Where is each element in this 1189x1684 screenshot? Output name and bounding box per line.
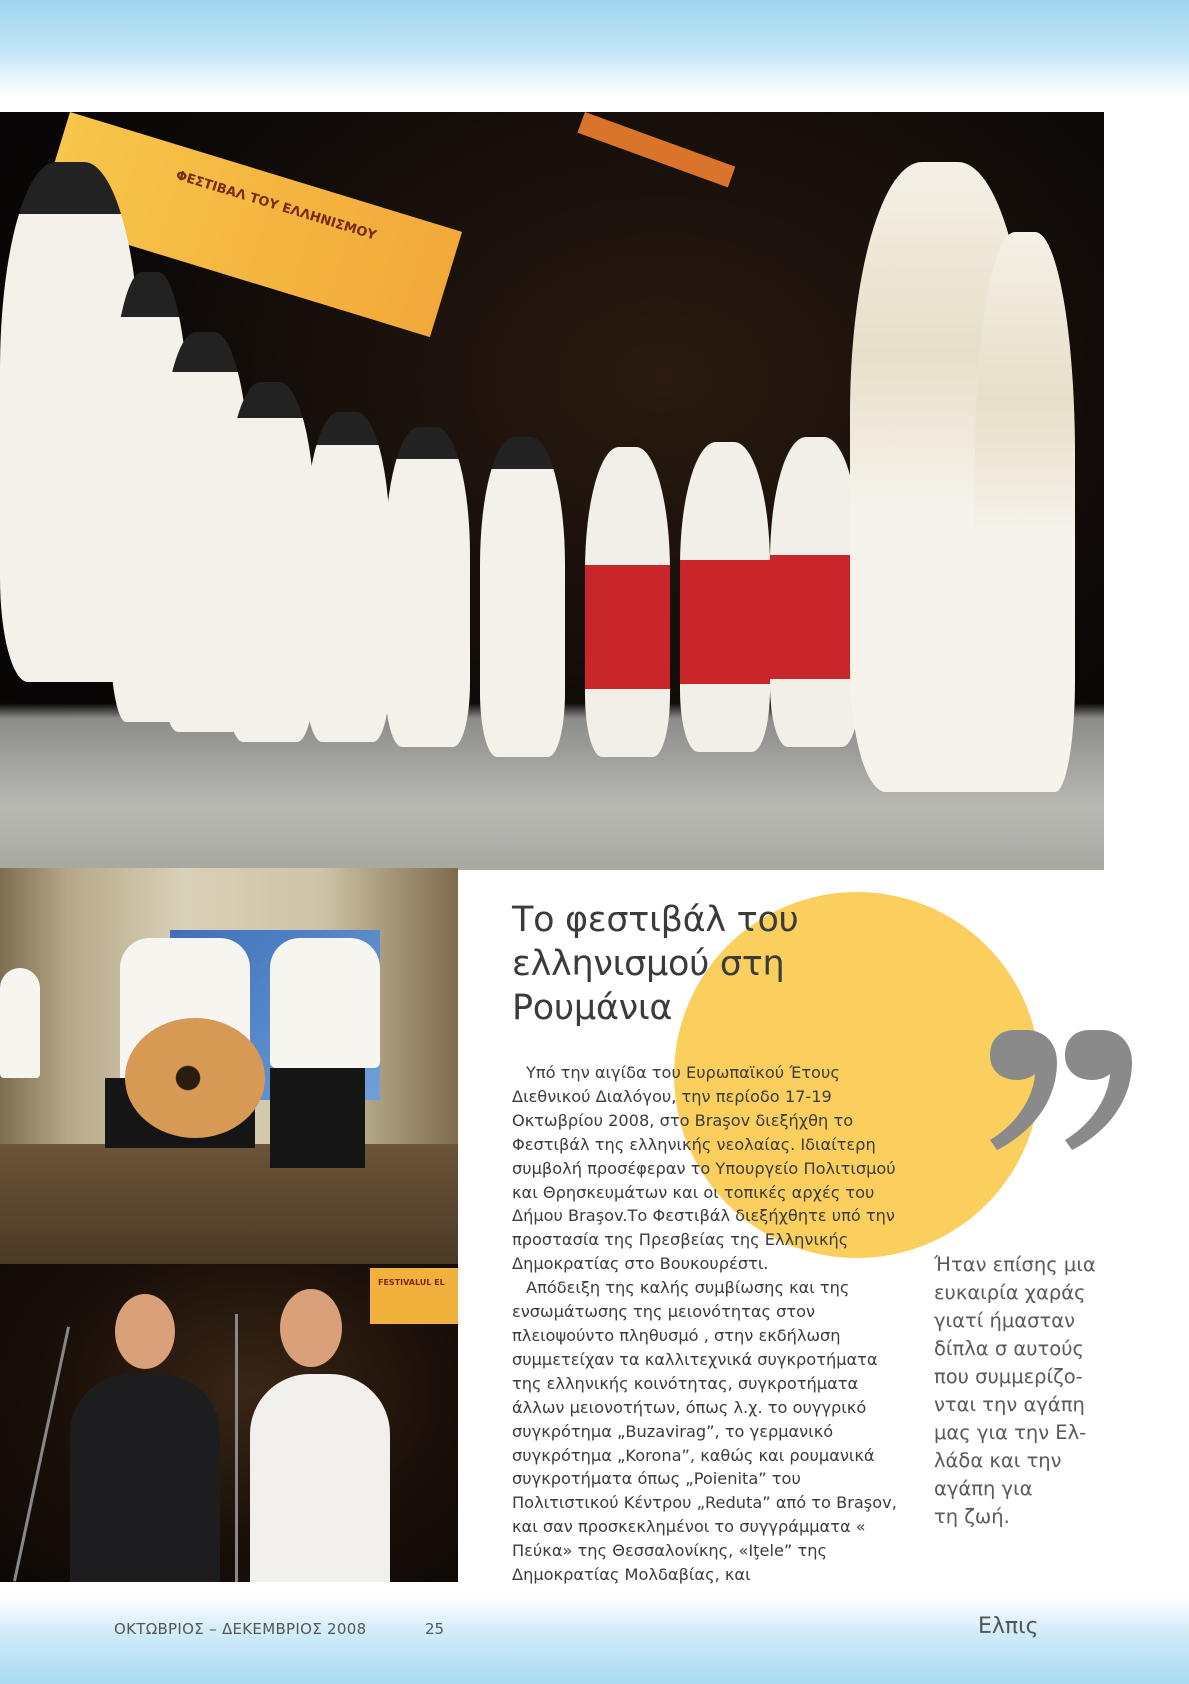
festival-banner-text: ΦΕΣΤΙΒΑΛ ΤΟΥ ΕΛΛΗΝΙΣΜΟΥ — [173, 168, 379, 244]
body-paragraph: Απόδειξη της καλής συμβίωσης και της ενσωμάτωσης της μειονότητας στον πλειοψούντο πληθυσμό , στην εκδήλωση συμμετείχαν τα καλλιτεχνικά συγκροτήματα της ελληνικής κοινότητας, συγκροτήματα άλλων μειονοτήτων, όπως λ.χ. το ουγγρικό συγκρότημα „Buzavirag”, το γερμανικό συγκρότημα „Korona”, καθώς και ρουμανικά συγκροτήματα όπως „Poienita” του Πολιτιστικού Κέντρου „Reduta” από το Braşov, και σαν προσκεκλημένοι το συγγράμματα « Πεύκα» της Θεσσαλονίκης, «Iţele” της Δημοκρατίας Μολδαβίας, και — [512, 1278, 897, 1585]
guitarist — [270, 938, 380, 1068]
dancer — [770, 437, 860, 747]
female-singer-face — [280, 1289, 342, 1367]
page-number: 25 — [425, 1620, 445, 1638]
folk-dance-photo — [0, 112, 1104, 870]
guitar — [125, 1018, 265, 1138]
article-body — [512, 1061, 897, 1587]
dancer — [480, 437, 565, 757]
top-color-band — [0, 0, 1189, 96]
dancer — [975, 232, 1075, 792]
stage-beam — [577, 112, 735, 187]
dancer — [585, 447, 670, 757]
magazine-name: Ελπις — [978, 1614, 1039, 1639]
floor — [0, 1144, 458, 1264]
dancer — [680, 442, 770, 752]
male-singer-face — [115, 1294, 175, 1369]
female-singer — [250, 1374, 390, 1582]
festival-sign-text: FESTIVALUL EL — [378, 1278, 445, 1287]
bottom-color-band — [0, 1596, 1189, 1684]
singers-photo — [0, 1264, 458, 1582]
pull-quote-text: Ήταν επίσης μια ευκαιρία χαράς γιατί ήμασταν δίπλα σ αυτούς που συμμερίζο- νται την αγάπη μας για την Ελ- λάδα και την αγάπη για τη ζωή. — [934, 1253, 1096, 1528]
body-paragraph: Υπό την αιγίδα του Ευρωπαϊκού Έτους Διεθνικού Διαλόγου, την περίοδο 17-19 Οκτωβρίου 2008, στο Braşov διεξήχθη το Φεστιβάλ της ελληνικής νεολαίας. Ιδιαίτερη συμβολή προσέφεραν το Υπουργείο Πολιτισμού και Θρησκευμάτων και οι τοπικές αρχές του Δήμου Braşov.Το Φεστιβάλ διεξήχθητε υπό την προστασία της Πρεσβείας της Ελληνικής Δημοκρατίας στο Βουκουρέστι. — [512, 1063, 896, 1274]
musicians-photo — [0, 868, 458, 1264]
guitarist-legs — [270, 1068, 365, 1168]
festival-sign — [370, 1268, 458, 1324]
dancer — [305, 412, 390, 742]
quote-mark-icon — [985, 1000, 1135, 1170]
mic-stand — [235, 1314, 238, 1582]
dancer — [385, 427, 470, 747]
mic-stand — [13, 1327, 70, 1582]
male-singer — [70, 1374, 220, 1582]
issue-date: ΟΚΤΩΒΡΙΟΣ – ΔΕΚΕΜΒΡΙΟΣ 2008 — [114, 1620, 367, 1638]
article-title: Το φεστιβάλ του ελληνισμού στη Ρουμάνια — [512, 900, 799, 1028]
dancer — [225, 382, 315, 742]
guitarist — [0, 968, 40, 1078]
